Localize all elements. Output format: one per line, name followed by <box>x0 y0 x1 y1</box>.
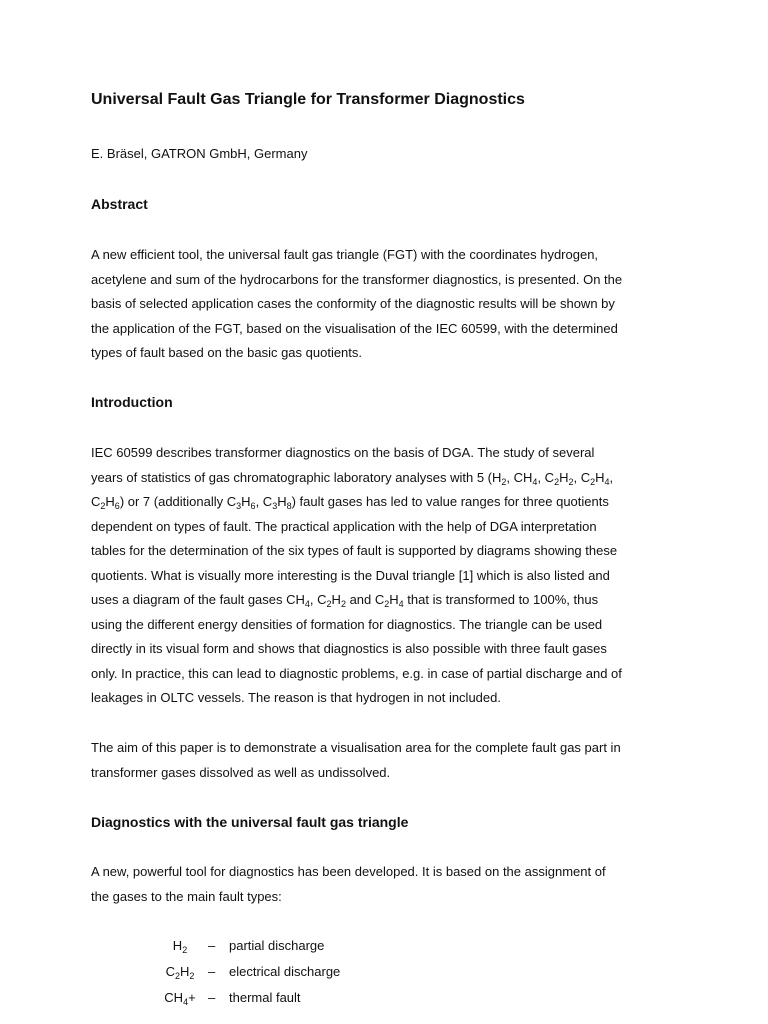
introduction-line: dependent on types of fault. The practical application with the help of DGA interpretation <box>91 518 597 534</box>
subscript: 8 <box>286 501 292 511</box>
text-run: , C <box>537 469 555 485</box>
text-run: H <box>172 938 183 953</box>
text-run: H <box>277 494 287 509</box>
page-title: Universal Fault Gas Triangle for Transformer Diagnostics <box>91 91 525 108</box>
subscript: 2 <box>568 476 574 487</box>
aim-line: The aim of this paper is to demonstrate a visualisation area for the complete fault gas part in <box>91 740 621 755</box>
aim-line: transformer gases dissolved as well as undissolved. <box>91 764 391 780</box>
diagnostics-paragraph <box>91 860 691 909</box>
text-run: + <box>188 990 196 1005</box>
introduction-line <box>91 466 691 491</box>
introduction-heading: Introduction <box>91 394 173 410</box>
text-run: , CH <box>506 469 533 485</box>
text-run: H <box>389 592 399 607</box>
text-run: CH <box>164 990 184 1005</box>
subscript: 2 <box>174 971 180 981</box>
text-run: H <box>559 469 569 485</box>
introduction-line: directly in its visual form and shows that diagnostics is also possible with three fault gases <box>91 641 607 656</box>
introduction-line <box>91 588 691 613</box>
text-run: uses a diagram of the fault gases CH <box>91 592 305 607</box>
introduction-line: leakages in OLTC vessels. The reason is that hydrogen in not included. <box>91 690 501 705</box>
subscript: 3 <box>272 501 278 511</box>
fault-type: electrical discharge <box>229 964 341 979</box>
subscript: 2 <box>501 476 507 487</box>
diagnostics-line: A new, powerful tool for diagnostics has been developed. It is based on the assignment of <box>91 864 606 879</box>
author-line: E. Bräsel, GATRON GmbH, Germany <box>91 146 308 161</box>
subscript: 4 <box>398 599 404 609</box>
text-run: H <box>180 964 190 979</box>
gas-formula <box>160 986 200 1010</box>
text-run: ) or 7 (additionally C <box>119 494 237 509</box>
text-run: H <box>595 469 605 485</box>
subscript: 4 <box>532 476 538 487</box>
subscript: 4 <box>304 599 310 609</box>
text-run: , C <box>309 592 327 607</box>
subscript: 2 <box>340 599 346 609</box>
subscript: 6 <box>250 501 256 511</box>
introduction-line: using the different energy densities of formation for diagnostics. The triangle can be used <box>91 616 603 632</box>
introduction-line: IEC 60599 describes transformer diagnostics on the basis of DGA. The study of several <box>91 445 595 460</box>
subscript: 3 <box>236 501 242 511</box>
list-dash: – <box>208 990 216 1005</box>
subscript: 2 <box>182 945 188 955</box>
abstract-heading: Abstract <box>91 196 148 212</box>
introduction-line <box>91 490 691 515</box>
text-run: H <box>331 592 341 607</box>
list-dash: – <box>208 964 216 979</box>
subscript: 2 <box>590 476 596 487</box>
abstract-line: A new efficient tool, the universal fault gas triangle (FGT) with the coordinates hydrogen, <box>91 247 599 262</box>
abstract-line: types of fault based on the basic gas quotients. <box>91 345 363 360</box>
text-run: C <box>91 494 101 509</box>
subscript: 2 <box>100 501 106 511</box>
text-run: years of statistics of gas chromatographic laboratory analyses with 5 (H <box>91 469 502 485</box>
subscript: 4 <box>183 997 189 1007</box>
text-run: and C <box>345 592 385 607</box>
subscript: 2 <box>189 971 195 981</box>
introduction-paragraph <box>91 441 691 711</box>
text-run: H <box>241 494 251 509</box>
subscript: 2 <box>554 476 560 487</box>
introduction-line: tables for the determination of the six types of fault is supported by diagrams showing these <box>91 543 618 558</box>
abstract-line: basis of selected application cases the conformity of the diagnostic results will be shown by <box>91 296 615 311</box>
text-run: , <box>609 469 614 485</box>
aim-paragraph <box>91 736 691 785</box>
text-run: C <box>165 964 175 979</box>
text-run: that is transformed to 100%, thus <box>403 592 599 607</box>
subscript: 2 <box>384 599 390 609</box>
abstract-line: the application of the FGT, based on the visualisation of the IEC 60599, with the determined <box>91 320 618 336</box>
fault-type: thermal fault <box>229 990 301 1005</box>
subscript: 4 <box>604 476 610 487</box>
text-run: H <box>105 494 115 509</box>
abstract-line: acetylene and sum of the hydrocarbons for the transformer diagnostics, is presented. On the <box>91 271 623 287</box>
gas-formula <box>160 960 200 984</box>
subscript: 6 <box>114 501 120 511</box>
abstract-paragraph <box>91 243 691 366</box>
text-run: , C <box>573 469 591 485</box>
list-dash: – <box>208 938 216 953</box>
subscript: 2 <box>326 599 332 609</box>
diagnostics-heading: Diagnostics with the universal fault gas triangle <box>91 814 409 830</box>
text-run: ) fault gases has led to value ranges for three quotients <box>291 494 609 509</box>
introduction-line: only. In practice, this can lead to diagnostic problems, e.g. in case of partial discharge and of <box>91 665 622 681</box>
diagnostics-line: the gases to the main fault types: <box>91 888 282 904</box>
text-run: , C <box>255 494 273 509</box>
introduction-line: quotients. What is visually more interesting is the Duval triangle [1] which is also listed and <box>91 567 610 583</box>
gas-formula <box>160 934 200 958</box>
fault-type: partial discharge <box>229 938 325 953</box>
